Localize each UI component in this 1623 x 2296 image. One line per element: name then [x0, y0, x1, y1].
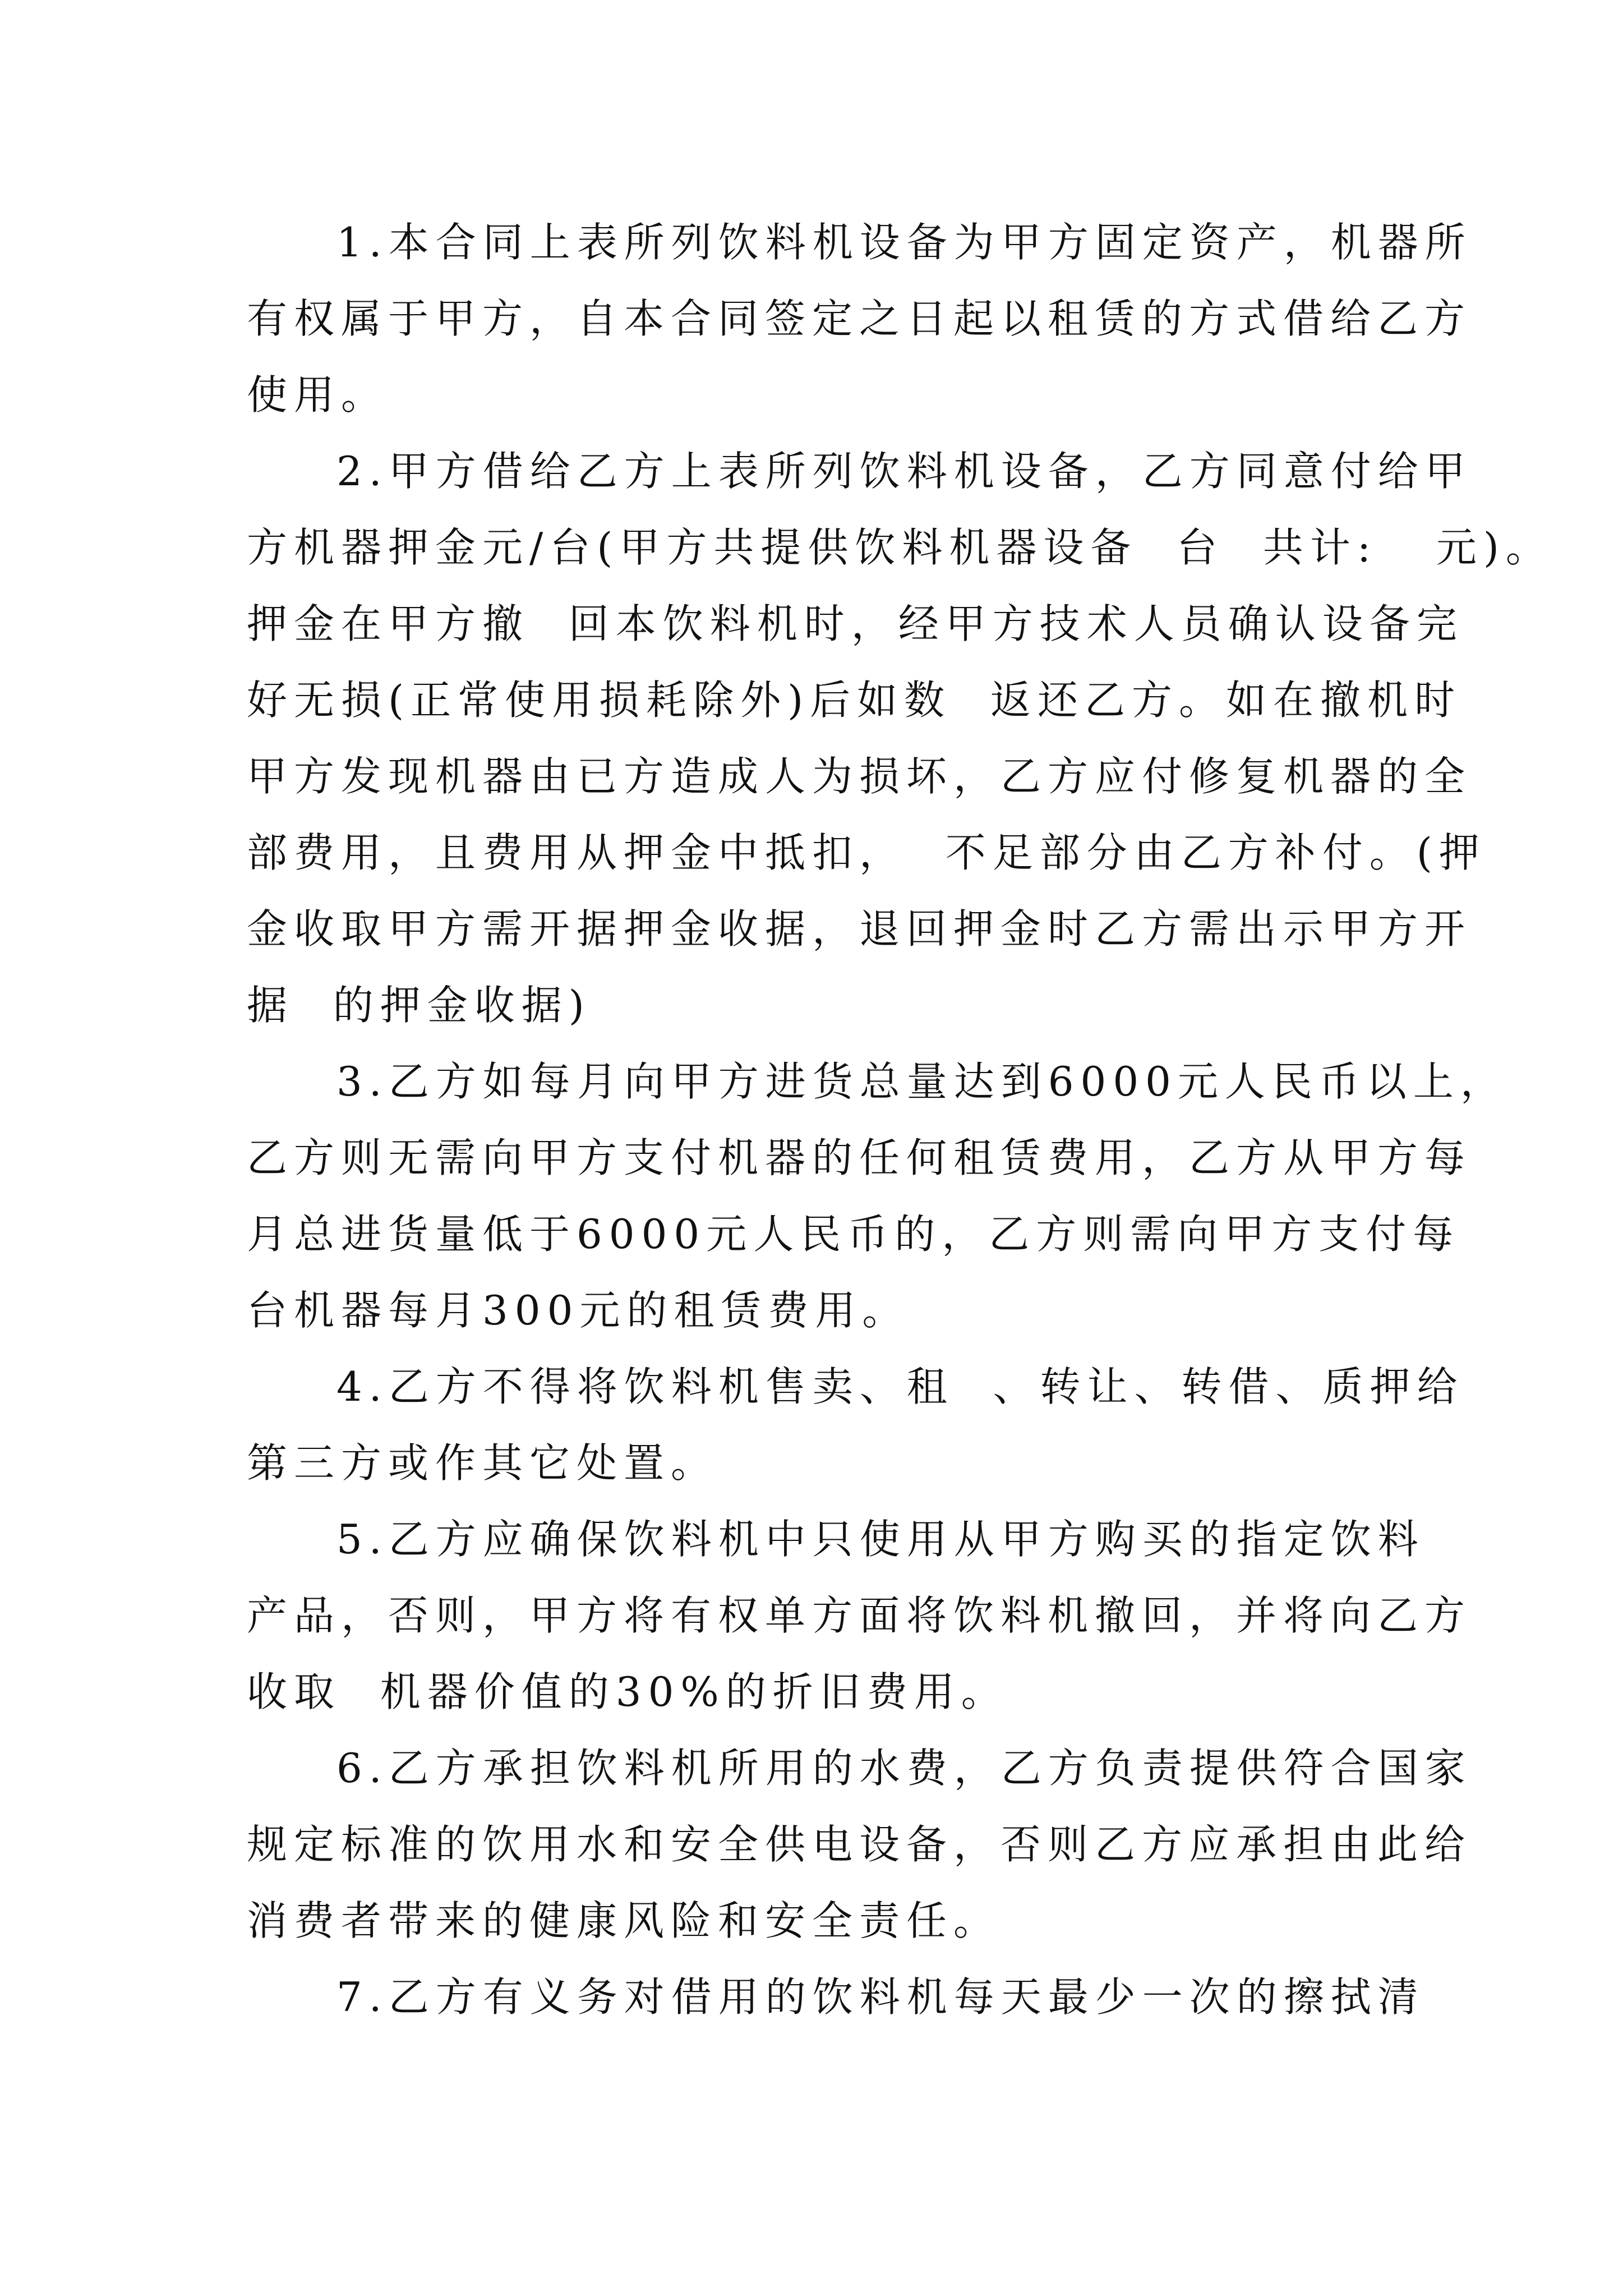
- text-line: 使用。: [247, 371, 389, 418]
- text-line: 据 的押金收据): [247, 982, 591, 1029]
- text-line: 收取 机器价值的30%的折旧费用。: [247, 1668, 1008, 1715]
- text-line: 押金在甲方撤 回本饮料机时，经甲方技术人员确认设备完: [247, 600, 1464, 647]
- text-line: 甲方发现机器由已方造成人为损坏，乙方应付修复机器的全: [247, 753, 1472, 800]
- text-line: 有权属于甲方，自本合同签定之日起以租赁的方式借给乙方: [247, 295, 1472, 342]
- text-line: 4.乙方不得将饮料机售卖、租 、转让、转借、质押给: [336, 1363, 1464, 1410]
- text-line: 3.乙方如每月向甲方进货总量达到6000元人民币以上，: [336, 1058, 1507, 1105]
- text-line: 6.乙方承担饮料机所用的水费，乙方负责提供符合国家: [336, 1745, 1472, 1792]
- text-line: 产品，否则，甲方将有权单方面将饮料机撤回，并将向乙方: [247, 1592, 1472, 1639]
- text-line: 7.乙方有义务对借用的饮料机每天最少一次的擦拭清: [336, 1973, 1425, 2021]
- text-line: 2.甲方借给乙方上表所列饮料机设备，乙方同意付给甲: [336, 448, 1472, 495]
- text-line: 1.本合同上表所列饮料机设备为甲方固定资产，机器所: [336, 219, 1472, 266]
- text-line: 台机器每月300元的租赁费用。: [247, 1287, 910, 1334]
- text-line: 消费者带来的健康风险和安全责任。: [247, 1897, 1001, 1944]
- text-line: 第三方或作其它处置。: [247, 1439, 718, 1487]
- text-line: 好无损(正常使用损耗除外)后如数 返还乙方。如在撤机时: [247, 677, 1461, 724]
- text-line: 方机器押金元/台(甲方共提供饮料机器设备 台 共计: 元)。: [247, 524, 1553, 571]
- text-line: 部费用，且费用从押金中抵扣， 不足部分由乙方补付。(押: [247, 829, 1486, 876]
- text-line: 乙方则无需向甲方支付机器的任何租赁费用，乙方从甲方每: [247, 1134, 1472, 1181]
- text-line: 5.乙方应确保饮料机中只使用从甲方购买的指定饮料: [336, 1516, 1425, 1563]
- text-line: 月总进货量低于6000元人民币的，乙方则需向甲方支付每: [247, 1211, 1460, 1258]
- text-line: 金收取甲方需开据押金收据，退回押金时乙方需出示甲方开: [247, 905, 1472, 953]
- text-line: 规定标准的饮用水和安全供电设备，否则乙方应承担由此给: [247, 1821, 1472, 1868]
